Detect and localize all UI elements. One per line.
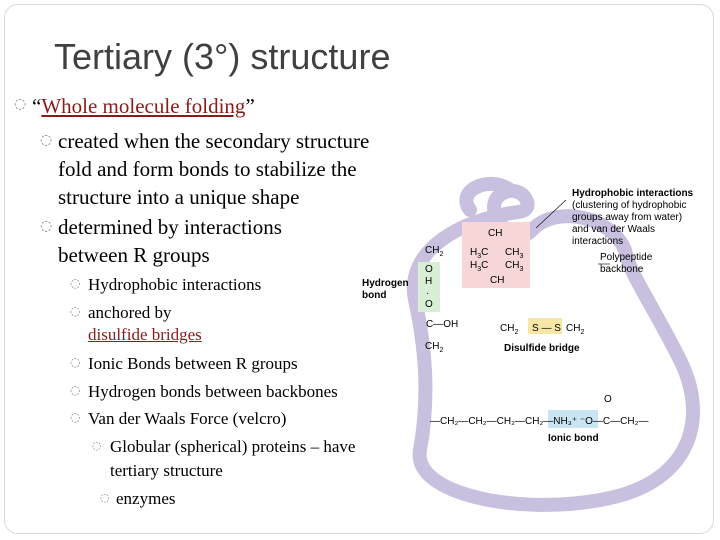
ch3-label-2: $CH_3$ (505, 260, 524, 273)
created-line-2: fold and form bonds to stabilize the (58, 157, 357, 181)
hydrogen-bond-label-1: Hydrogen (362, 278, 409, 289)
ch2-left: $CH_2$ (500, 323, 519, 336)
determined-line-1: determined by interactions (58, 215, 282, 239)
created-line-3: structure into a unique shape (58, 185, 300, 209)
whole-molecule-link[interactable]: Whole molecule folding (41, 94, 246, 118)
bullet-icon: ◌ (100, 491, 110, 504)
hydrophobic-label-2: (clustering of hydrophobic (572, 200, 687, 211)
bullet-icon: ◌ (70, 355, 81, 369)
ionic-label: Ionic bond (548, 433, 599, 444)
hydrophobic-label-3: groups away from water) (572, 212, 683, 223)
globular-line-2: tertiary structure (110, 461, 223, 480)
disulfide-label: Disulfide bridge (504, 343, 580, 354)
ionic-chain: —CH₂—CH₂—CH₂—CH₂—NH₃⁺ ⁻O—C—CH₂— (430, 416, 649, 427)
ss-label: S — S (532, 323, 561, 334)
disulfide-link[interactable]: disulfide bridges (88, 325, 202, 344)
hydrophobic-label-1: Hydrophobic interactions (572, 188, 694, 199)
hbonds-item: Hydrogen bonds between backbones (88, 382, 338, 401)
h3c-label-2: $H_3C$ (470, 260, 489, 273)
globular-line-1: Globular (spherical) proteins – have (110, 437, 356, 456)
carbonyl-o: O (604, 394, 612, 405)
ch2-label-bottom: $CH_2$ (425, 341, 444, 354)
polypeptide-label-1: Polypeptide (600, 252, 653, 263)
ch-label: CH (488, 228, 503, 239)
anchored-item: anchored by (88, 303, 172, 322)
bullet-icon: ◌ (92, 439, 102, 452)
polypeptide-label-2: backbone (600, 264, 644, 275)
ch2-label-top: $CH_2$ (425, 245, 444, 258)
bullet-icon: ◌ (40, 132, 53, 148)
dots: · (426, 288, 430, 299)
created-line-1: created when the secondary structure (58, 129, 370, 153)
hydrophobic-label-5: interactions (572, 236, 624, 247)
o-label-2: O (425, 299, 433, 310)
bullet-icon: ◌ (14, 96, 27, 112)
hydrogen-bond-label-2: bond (362, 290, 387, 301)
slide-title: Tertiary (3°) structure (54, 36, 391, 77)
hydrophobic-item: Hydrophobic interactions (88, 275, 262, 294)
determined-line-2: between R groups (58, 243, 210, 267)
ionic-item: Ionic Bonds between R groups (88, 354, 298, 373)
bullet-icon: ◌ (40, 218, 53, 234)
h3c-label-1: $H_3C$ (470, 247, 489, 260)
quote-open: “ (32, 94, 42, 118)
o-label-1: O (425, 264, 433, 275)
bullet-icon: ◌ (70, 276, 81, 290)
vdw-item: Van der Waals Force (velcro) (88, 409, 287, 428)
ch-label-bottom: CH (490, 275, 505, 286)
bullet-icon: ◌ (70, 383, 81, 397)
hydrophobic-label-4: and van der Waals (572, 224, 656, 235)
bullet-icon: ◌ (70, 304, 81, 318)
enzymes-item: enzymes (116, 489, 176, 508)
h-label: H (425, 276, 433, 287)
quote-close: ” (245, 94, 255, 118)
ch2-right: $CH_2$ (566, 323, 585, 336)
ch3-label-1: $CH_3$ (505, 247, 524, 260)
bullet-icon: ◌ (70, 410, 81, 424)
c-oh-label: C—OH (426, 319, 459, 330)
